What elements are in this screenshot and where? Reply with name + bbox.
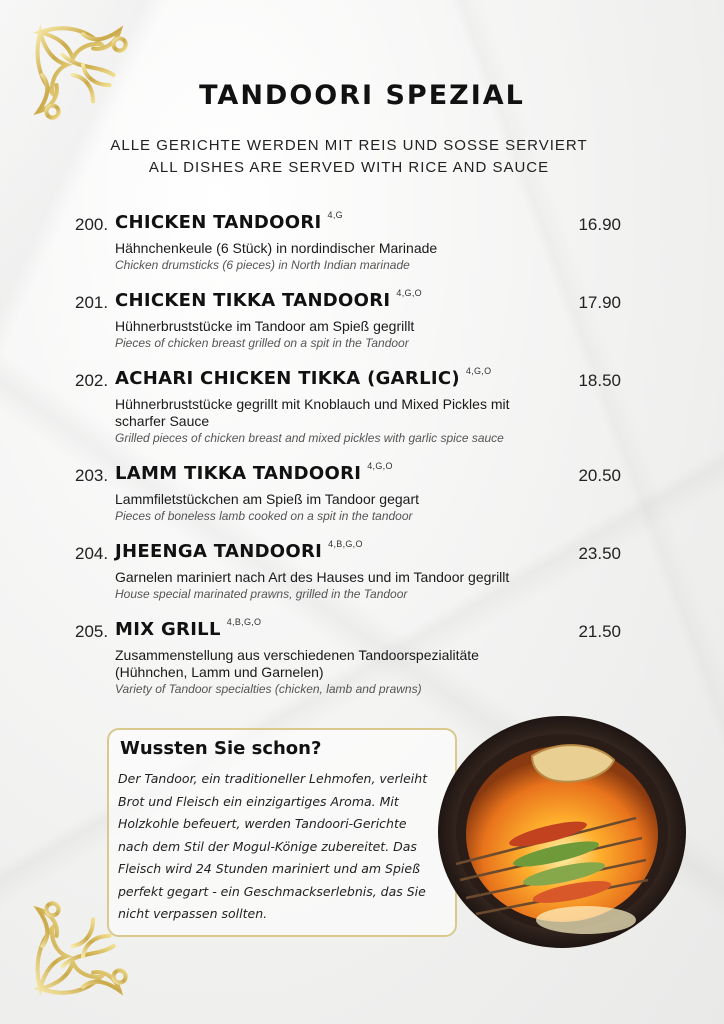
- menu-item: [75, 463, 621, 523]
- allergen-codes: 4,B,G,O: [226, 617, 262, 627]
- allergen-codes: 4,B,G,O: [328, 539, 363, 549]
- allergen-codes: 4,G,O: [396, 288, 422, 298]
- item-description-german: Hühnerbruststücke gegrillt mit Knoblauch und Mixed Pickles mit scharfer Sauce: [115, 396, 510, 429]
- item-price: 20.50: [578, 466, 621, 485]
- item-price: 21.50: [578, 622, 621, 641]
- item-name: CHICKEN TANDOORI $^{4,G}$: [115, 210, 343, 233]
- item-description-english: House special marinated prawns, grilled in the Tandoor: [115, 587, 408, 601]
- item-name: CHICKEN TIKKA TANDOORI $^{4,G,O}$: [115, 288, 422, 311]
- item-description-english: Chicken drumsticks (6 pieces) in North Indian marinade: [115, 258, 410, 272]
- item-description-english: Grilled pieces of chicken breast and mixed pickles with garlic spice sauce: [115, 431, 504, 445]
- item-name: JHEENGA TANDOORI $^{4,B,G,O}$: [115, 539, 363, 562]
- item-name: MIX GRILL $^{4,B,G,O}$: [115, 617, 262, 640]
- menu-item: [75, 368, 621, 445]
- item-description-german: Hühnerbruststücke im Tandoor am Spieß gegrillt: [115, 318, 415, 334]
- tandoor-oven-photo: [436, 714, 688, 950]
- item-description-english: Pieces of boneless lamb cooked on a spit in the tandoor: [115, 509, 413, 523]
- menu-item: [75, 619, 621, 696]
- menu-item: [75, 541, 621, 601]
- allergen-codes: 4,G,O: [367, 461, 393, 471]
- item-number: 205.: [75, 622, 109, 641]
- page-title: TANDOORI SPEZIAL: [199, 80, 525, 111]
- menu-item: [75, 212, 621, 272]
- item-number: 204.: [75, 544, 109, 563]
- item-description-german: Zusammenstellung aus verschiedenen Tandoorspezialitäte (Hühnchen, Lamm und Garnelen): [115, 647, 479, 680]
- item-number: 203.: [75, 466, 109, 485]
- item-price: 23.50: [578, 544, 621, 563]
- allergen-codes: 4,G,O: [465, 366, 492, 376]
- item-price: 18.50: [578, 371, 621, 390]
- item-price: 16.90: [578, 215, 621, 234]
- item-description-english: Pieces of chicken breast grilled on a spit in the Tandoor: [115, 336, 409, 350]
- item-description-german: Garnelen mariniert nach Art des Hauses und im Tandoor gegrillt: [115, 569, 510, 585]
- info-title: Wussten Sie schon?: [120, 738, 322, 759]
- item-description-german: Hähnchenkeule (6 Stück) in nordindischer Marinade: [115, 240, 438, 256]
- allergen-codes: 4,G: [327, 210, 343, 220]
- item-number: 200.: [75, 215, 109, 234]
- item-number: 202.: [75, 371, 109, 390]
- info-text: Der Tandoor, ein traditioneller Lehmofen, verleiht Brot und Fleisch ein einzigartiges Aroma. Mit Holzkohle befeuert, werden Tandoori-Gerichte nach dem Stil der Mogul-Könige zubereitet. Das Fleisch wird 24 Stunden mariniert und am Spieß perfekt gegart - ein Geschmackserlebnis, das Sie nicht verpassen sollten.: [118, 771, 428, 921]
- menu-item: [75, 290, 621, 350]
- subtitle-english: ALL DISHES ARE SERVED WITH RICE AND SAUCE: [148, 159, 550, 176]
- item-name: LAMM TIKKA TANDOORI $^{4,G,O}$: [115, 461, 393, 484]
- item-name: ACHARI CHICKEN TIKKA (GARLIC) $^{4,G,O}$: [115, 366, 492, 389]
- corner-ornament-top-left-icon: [22, 14, 144, 136]
- item-price: 17.90: [578, 293, 621, 312]
- item-description-german: Lammfiletstückchen am Spieß im Tandoor gegart: [115, 491, 419, 507]
- subtitle-german: ALLE GERICHTE WERDEN MIT REIS UND SOSSE SERVIERT: [110, 137, 588, 154]
- item-description-english: Variety of Tandoor specialties (chicken, lamb and prawns): [115, 682, 422, 696]
- item-number: 201.: [75, 293, 109, 312]
